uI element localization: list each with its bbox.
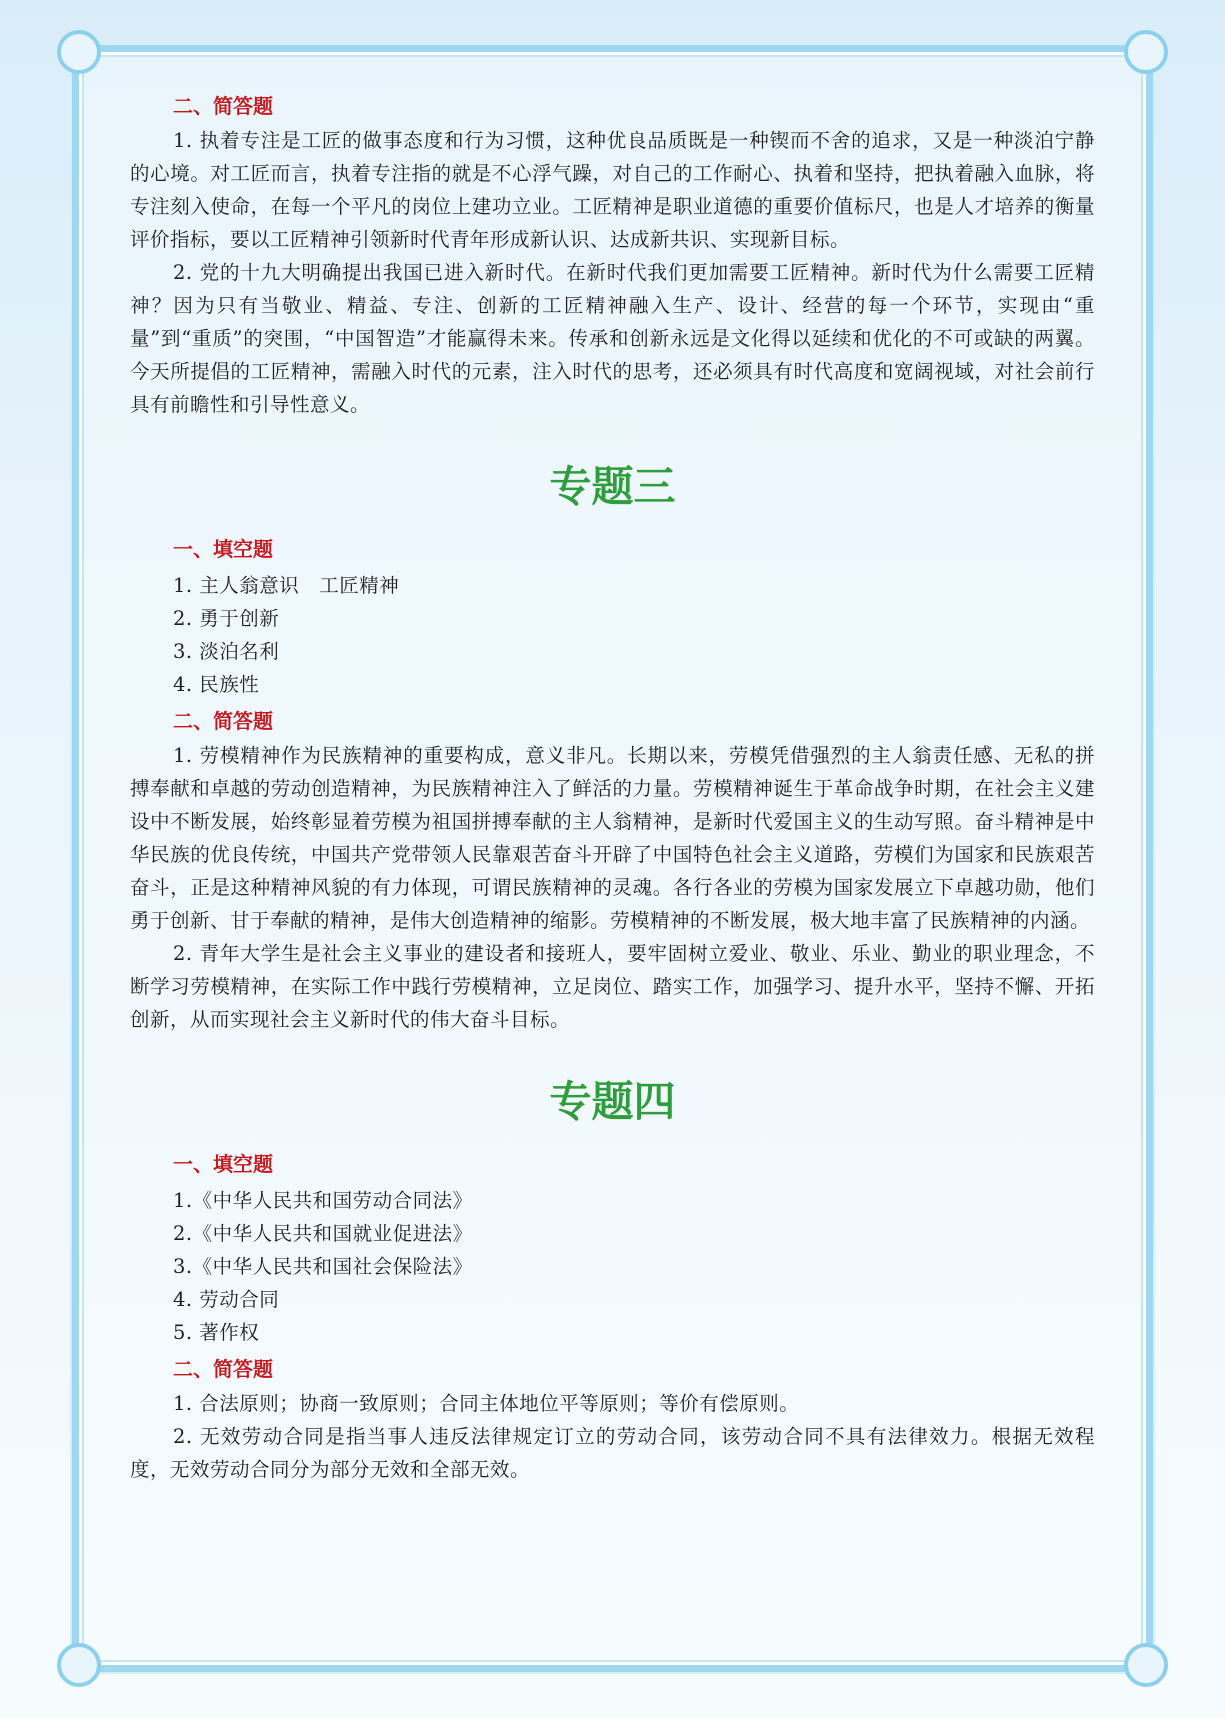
- page-content: [130, 92, 1095, 1486]
- section-short-answer-prev: [130, 92, 1095, 421]
- section-heading-short: 二、简答题: [173, 709, 273, 733]
- answer-paragraph: 2. 无效劳动合同是指当事人违反法律规定订立的劳动合同，该劳动合同不具有法律效力。根据无效程度，无效劳动合同分为部分无效和全部无效。: [130, 1425, 1095, 1481]
- topic-three: [130, 459, 1095, 1036]
- frame-corner-bottom-right: [1124, 1643, 1168, 1687]
- fill-item: 1.《中华人民共和国劳动合同法》: [173, 1189, 473, 1212]
- fill-item: 4. 民族性: [173, 673, 260, 696]
- fill-item: 4. 劳动合同: [173, 1288, 280, 1311]
- frame-corner-top-left: [57, 30, 101, 74]
- answer-paragraph: 2. 党的十九大明确提出我国已进入新时代。在新时代我们更加需要工匠精神。新时代为什么需要工匠精神？因为只有当敬业、精益、专注、创新的工匠精神融入生产、设计、经营的每一个环节，实现由“重量”到“重质”的突围，“中国智造”才能赢得未来。传承和创新永远是文化得以延续和优化的不可或缺的两翼。今天所提倡的工匠精神，需融入时代的元素，注入时代的思考，还必须具有时代高度和宽阔视域，对社会前行具有前瞻性和引导性意义。: [130, 261, 1095, 416]
- frame-corner-top-right: [1124, 30, 1168, 74]
- answer-paragraph: 2. 青年大学生是社会主义事业的建设者和接班人，要牢固树立爱业、敬业、乐业、勤业的职业理念，不断学习劳模精神，在实际工作中践行劳模精神，立足岗位、踏实工作，加强学习、提升水平，坚持不懈、开拓创新，从而实现社会主义新时代的伟大奋斗目标。: [130, 942, 1095, 1031]
- answer-paragraph: 1. 合法原则；协商一致原则；合同主体地位平等原则；等价有偿原则。: [173, 1392, 800, 1415]
- frame-corner-bottom-left: [57, 1643, 101, 1687]
- fill-item: 2. 勇于创新: [173, 607, 280, 630]
- answer-paragraph: 1. 执着专注是工匠的做事态度和行为习惯，这种优良品质既是一种锲而不舍的追求，又是一种淡泊宁静的心境。对工匠而言，执着专注指的就是不心浮气躁，对自己的工作耐心、执着和坚持，把执着融入血脉，将专注刻入使命，在每一个平凡的岗位上建功立业。工匠精神是职业道德的重要价值标尺，也是人才培养的衡量评价指标，要以工匠精神引领新时代青年形成新认识、达成新共识、实现新目标。: [130, 129, 1095, 251]
- section-heading: 二、简答题: [173, 94, 273, 118]
- fill-item: 2.《中华人民共和国就业促进法》: [173, 1222, 473, 1245]
- topic-title: 专题三: [549, 462, 676, 511]
- topic-four: [130, 1074, 1095, 1486]
- fill-item: 5. 著作权: [173, 1321, 260, 1344]
- answer-paragraph: 1. 劳模精神作为民族精神的重要构成，意义非凡。长期以来，劳模凭借强烈的主人翁责任感、无私的拼搏奉献和卓越的劳动创造精神，为民族精神注入了鲜活的力量。劳模精神诞生于革命战争时期，在社会主义建设中不断发展，始终彰显着劳模为祖国拼搏奉献的主人翁精神，是新时代爱国主义的生动写照。奋斗精神是中华民族的优良传统，中国共产党带领人民靠艰苦奋斗开辟了中国特色社会主义道路，劳模们为国家和民族艰苦奋斗，正是这种精神风貌的有力体现，可谓民族精神的灵魂。各行各业的劳模为国家发展立下卓越功勋，他们勇于创新、甘于奉献的精神，是伟大创造精神的缩影。劳模精神的不断发展，极大地丰富了民族精神的内涵。: [130, 744, 1095, 932]
- section-heading-short: 二、简答题: [173, 1357, 273, 1381]
- section-heading-fill: 一、填空题: [173, 1152, 273, 1176]
- topic-title: 专题四: [549, 1077, 676, 1126]
- fill-item: 3. 淡泊名利: [173, 640, 280, 663]
- section-heading-fill: 一、填空题: [173, 537, 273, 561]
- fill-item: 3.《中华人民共和国社会保险法》: [173, 1255, 473, 1278]
- fill-item: 1. 主人翁意识 工匠精神: [173, 574, 400, 597]
